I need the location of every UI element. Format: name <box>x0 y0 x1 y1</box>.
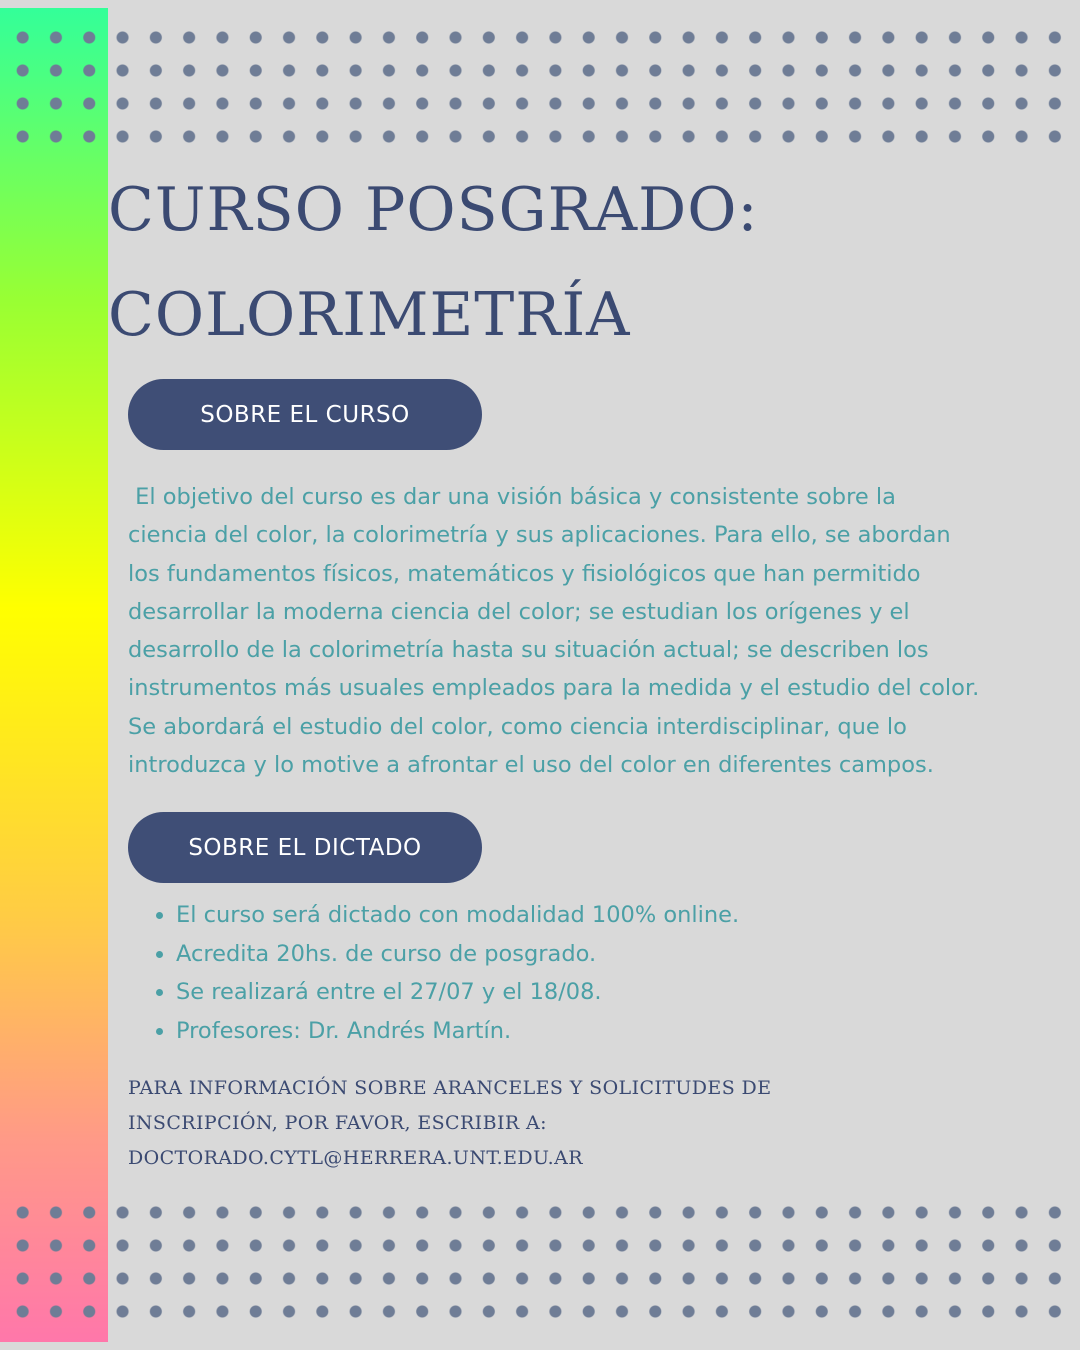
contact-info <box>128 1071 1028 1176</box>
title-line-2: COLORIMETRÍA <box>108 280 631 350</box>
contact-email: DOCTORADO.CYTL@HERRERA.UNT.EDU.AR <box>128 1147 583 1169</box>
contact-line-2: INSCRIPCIÓN, POR FAVOR, ESCRIBIR A: <box>128 1112 547 1134</box>
list-item: • El curso será dictado con modalidad 100% online. <box>176 896 1028 935</box>
contact-line-1: PARA INFORMACIÓN SOBRE ARANCELES Y SOLICITUDES DE <box>128 1077 772 1099</box>
gradient-side-bar <box>0 8 108 1342</box>
sobre-el-dictado-label: SOBRE EL DICTADO <box>128 812 482 883</box>
dot-pattern-bottom <box>0 1196 1080 1328</box>
dot-pattern-top <box>0 21 1080 153</box>
title-line-1: CURSO POSGRADO: <box>108 175 759 245</box>
course-description: El objetivo del curso es dar una visión básica y consistente sobre la ciencia del color, la colorimetría y sus aplicaciones. Para ello, se abordan los fundamentos físicos, matemáticos y fisiológicos que han permitido desarrollar la moderna ciencia del color; se estudian los orígenes y el desarrollo de la colorimetría hasta su situación actual; se describen los instrumentos más usuales empleados para la medida y el estudio del color. Se abordará el estudio del color, como ciencia interdisciplinar, que lo introduzca y lo motive a afrontar el uso del color en diferentes campos. <box>128 484 980 779</box>
dictado-list <box>128 896 1028 1050</box>
list-item: • Profesores: Dr. Andrés Martín. <box>176 1012 1028 1051</box>
list-item: • Se realizará entre el 27/07 y el 18/08. <box>176 973 1028 1012</box>
sobre-el-curso-label: SOBRE EL CURSO <box>128 379 482 450</box>
list-item: • Acredita 20hs. de curso de posgrado. <box>176 935 1028 974</box>
poster-title <box>108 158 1068 368</box>
